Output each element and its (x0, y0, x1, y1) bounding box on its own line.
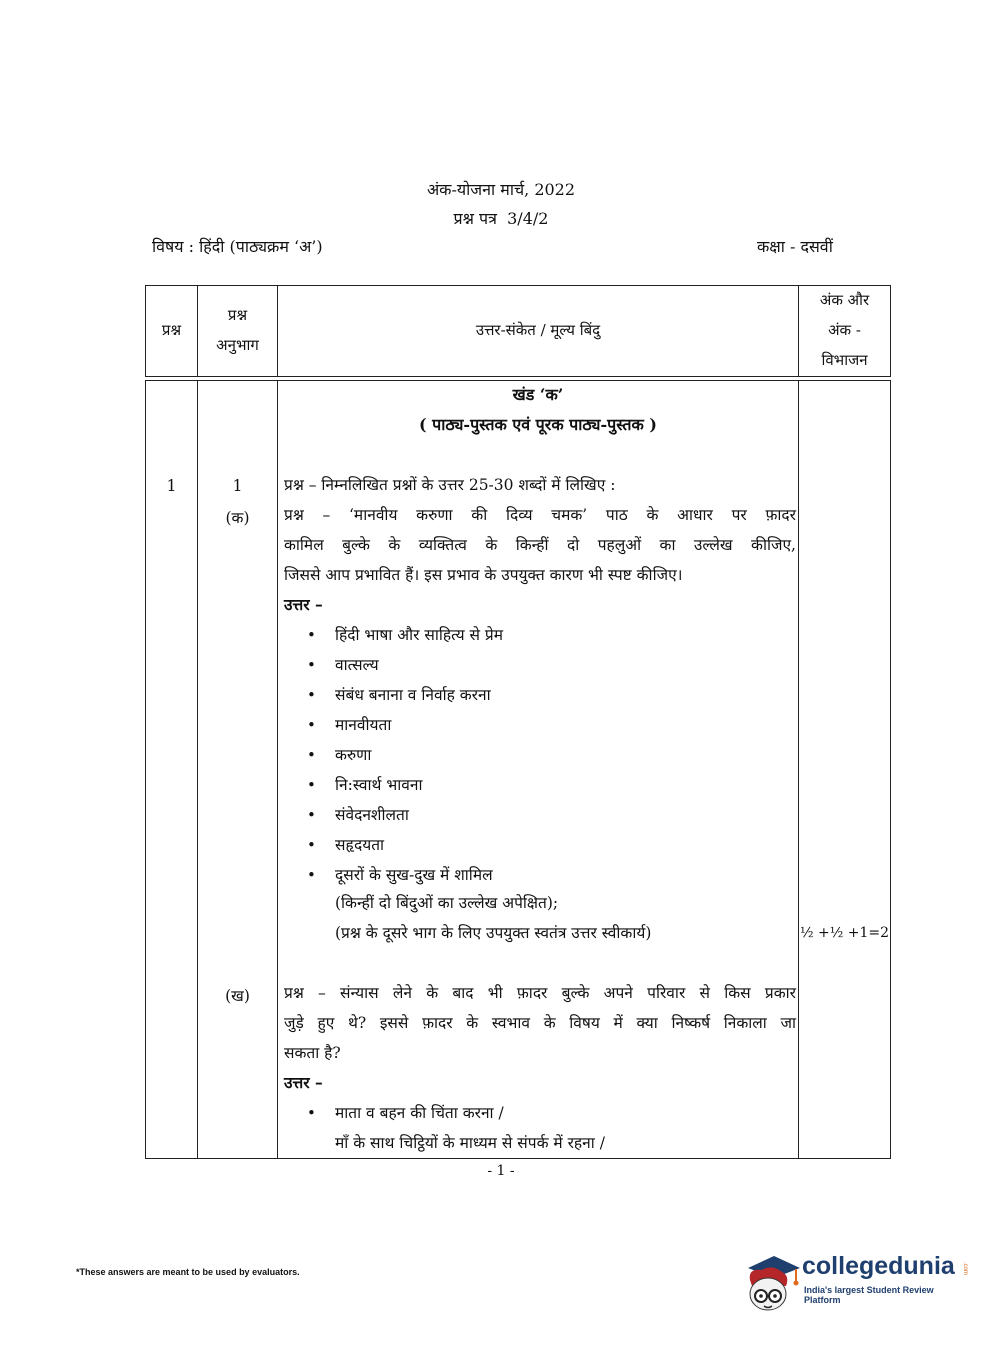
instruction: प्रश्न – निम्नलिखित प्रश्नों के उत्तर 25-30 शब्दों में लिखिए : (284, 476, 616, 494)
question-line: प्रश्न – संन्यास लेने के बाद भी फ़ादर बुल्के अपने परिवार से किस प्रकार (284, 984, 796, 1002)
col-marks-l1: अंक और (819, 291, 870, 309)
page-number: - 1 - (487, 1163, 515, 1179)
list-item: • नि:स्वार्थ भावना (312, 770, 422, 800)
part-ka: (क) (225, 509, 250, 527)
question-line: जिससे आप प्रभावित हैं। इस प्रभाव के उपयुक्त कारण भी स्पष्ट कीजिए। (284, 566, 683, 584)
col-marks-l2: अंक - (828, 321, 861, 339)
list-item: • हिंदी भाषा और साहित्य से प्रेम (312, 620, 503, 650)
question-line: सकता है? (284, 1044, 341, 1062)
section-title: खंड ‘क’ (512, 385, 564, 404)
list-item: • वात्सल्य (312, 650, 379, 680)
marks-value: ½ +½ +1=2 (799, 925, 890, 941)
col-question: प्रश्न (161, 321, 182, 339)
list-item: • माता व बहन की चिंता करना / (312, 1098, 504, 1128)
question-number: 1 (166, 477, 177, 495)
question-line: कामिल बुल्के के व्यक्तित्व के किन्हीं दो पहलुओं का उल्लेख कीजिए, (284, 536, 796, 554)
list-item: • मानवीयता (312, 710, 391, 740)
answer-label: उत्तर – (284, 1073, 323, 1092)
paper-code: प्रश्न पत्र 3/4/2 (453, 209, 549, 228)
list-item: • संबंध बनाना व निर्वाह करना (312, 680, 491, 710)
logo-wordmark: collegedunia (802, 1252, 955, 1280)
collegedunia-logo[interactable] (742, 1250, 972, 1316)
subject-label: विषय : हिंदी (पाठ्यक्रम ‘अ’) (152, 237, 323, 256)
note: (किन्हीं दो बिंदुओं का उल्लेख अपेक्षित); (335, 894, 559, 912)
logo-tagline: India's largest Student Review Platform (804, 1285, 934, 1305)
class-label: कक्षा - दसवीं (757, 237, 833, 256)
col-section-l1: प्रश्न (227, 306, 248, 324)
part-number: 1 (232, 477, 243, 495)
question-line: जुड़े हुए थे? इससे फ़ादर के स्वभाव के विषय में क्या निष्कर्ष निकाला जा (284, 1014, 796, 1032)
student-mascot-icon (742, 1250, 802, 1316)
answer-label: उत्तर – (284, 595, 323, 614)
list-item: • करुणा (312, 740, 371, 770)
list-item: • सहृदयता (312, 830, 384, 860)
evaluator-note: *These answers are meant to be used by evaluators. (76, 1267, 300, 1277)
list-item-continued: माँ के साथ चिट्ठियों के माध्यम से संपर्क में रहना / (335, 1134, 605, 1152)
note: (प्रश्न के दूसरे भाग के लिए उपयुक्त स्वतंत्र उत्तर स्वीकार्य) (335, 924, 652, 942)
logo-suffix: .com (962, 1262, 968, 1276)
scheme-title: अंक-योजना मार्च, 2022 (426, 180, 576, 199)
col-answer: उत्तर-संकेत / मूल्य बिंदु (475, 321, 601, 339)
list-item: • दूसरों के सुख-दुख में शामिल (312, 860, 493, 890)
section-subtitle: ( पाठ्य-पुस्तक एवं पूरक पाठ्य-पुस्तक ) (419, 415, 657, 434)
part-kha: (ख) (225, 987, 250, 1005)
list-item: • संवेदनशीलता (312, 800, 409, 830)
col-section-l2: अनुभाग (216, 336, 259, 354)
col-marks-l3: विभाजन (821, 351, 868, 369)
question-line: प्रश्न – ‘मानवीय करुणा की दिव्य चमक’ पाठ के आधार पर फ़ादर (284, 506, 796, 524)
